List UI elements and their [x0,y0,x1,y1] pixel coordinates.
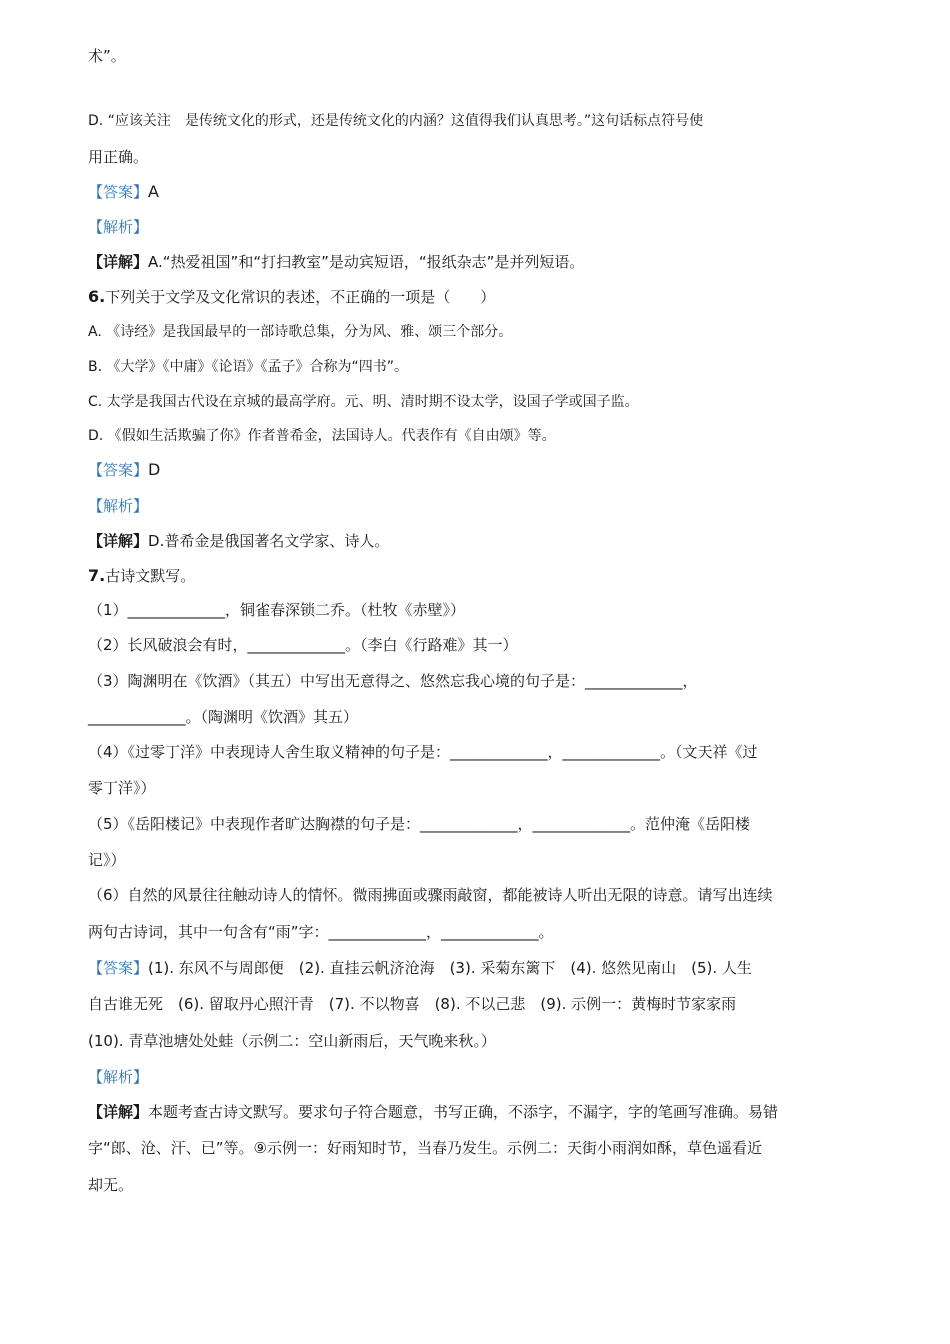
q5-continuation: 术”。 [88,47,126,65]
q6-option-b: B. 《大学》《中庸》《论语》《孟子》合称为“四书”。 [88,359,409,375]
q5-option-d-line2: 用正确。 [88,148,149,166]
detail-tag: 【详解】 [88,532,149,550]
answer-tag: 【答案】 [88,461,149,479]
answer-text: (1). 东风不与周郎便 (2). 直挂云帆济沧海 (3). 采菊东篱下 (4). 悠然见南山 (5). 人生 [148,959,752,977]
q7-stem-line [88,566,195,586]
q6-option-d: D. 《假如生活欺骗了你》作者普希金，法国诗人。代表作有《自由颂》等。 [88,428,556,444]
detail-tag: 【详解】 [88,1103,149,1121]
q5-detail-line [88,252,584,272]
detail-text: D.普希金是俄国著名文学家、诗人。 [148,532,390,550]
detail-text: A.“热爱祖国”和“打扫教室”是动宾短语，“报纸杂志”是并列短语。 [148,253,585,271]
q7-sub-5-line2: 记》） [88,851,126,869]
q7-sub-6-line1: （6）自然的风景往往触动诗人的情怀。微雨拂面或骤雨敲窗，都能被诗人听出无限的诗意。请写出连续 [88,886,773,904]
answer-tag: 【答案】 [88,183,149,201]
q5-option-d-line1: D. “应该关注 是传统文化的形式，还是传统文化的内涵？这值得我们认真思考。”这句话标点符号使 [88,113,704,129]
answer-value: D [148,460,161,479]
q5-answer-line [88,182,159,202]
question-number: 6. [88,287,106,306]
q6-analysis-tag: 【解析】 [88,497,149,515]
answer-value: A [148,182,159,201]
q7-answer-line1 [88,958,752,978]
q7-sub-5-line1: （5）《岳阳楼记》中表现作者旷达胸襟的句子是：_____________，_____________。范仲淹《岳阳楼 [88,815,751,833]
q6-option-a: A. 《诗经》是我国最早的一部诗歌总集，分为风、雅、颂三个部分。 [88,324,513,340]
q7-answer-line3: (10). 青草池塘处处蛙（示例二：空山新雨后，天气晚来秋。） [88,1032,496,1050]
q7-answer-line2: 自古谁无死 (6). 留取丹心照汗青 (7). 不以物喜 (8). 不以己悲 (9). 示例一：黄梅时节家家雨 [88,995,737,1013]
q7-analysis-tag: 【解析】 [88,1068,149,1086]
q6-stem-line [88,287,495,307]
q7-sub-1: （1）_____________，铜雀春深锁二乔。（杜牧《赤壁》） [88,601,466,619]
detail-tag: 【详解】 [88,253,149,271]
q6-detail-line [88,531,389,551]
q7-sub-4-line2: 零丁洋》） [88,779,156,797]
q6-answer-line [88,460,160,480]
q7-detail-line3: 却无。 [88,1176,134,1194]
answer-tag: 【答案】 [88,959,149,977]
detail-text: 本题考查古诗文默写。要求句子符合题意，书写正确，不添字，不漏字，字的笔画写准确。易错 [148,1103,779,1121]
question-number: 7. [88,566,106,585]
question-stem: 下列关于文学及文化常识的表述，不正确的一项是（ ） [105,288,496,306]
q7-sub-3-line1: （3）陶渊明在《饮酒》（其五）中写出无意得之、悠然忘我心境的句子是：_____________， [88,672,698,690]
q7-detail-line1 [88,1102,778,1122]
q7-detail-line2: 字“郎、沧、汗、已”等。⑨示例一：好雨知时节，当春乃发生。示例二：天街小雨润如酥，草色遥看近 [88,1139,762,1157]
q7-sub-4-line1: （4）《过零丁洋》中表现诗人舍生取义精神的句子是：_____________，_____________。（文天祥《过 [88,743,758,761]
q6-option-c: C. 太学是我国古代设在京城的最高学府。元、明、清时期不设太学，设国子学或国子监。 [88,394,639,410]
q7-sub-2: （2）长风破浪会有时，_____________。（李白《行路难》其一） [88,636,518,654]
q5-analysis-tag: 【解析】 [88,218,149,236]
question-stem: 古诗文默写。 [105,567,196,585]
q7-sub-3-line2: _____________。（陶渊明《饮酒》其五） [88,708,359,726]
q7-sub-6-line2: 两句古诗词，其中一句含有“雨”字：_____________，_____________。 [88,923,554,941]
